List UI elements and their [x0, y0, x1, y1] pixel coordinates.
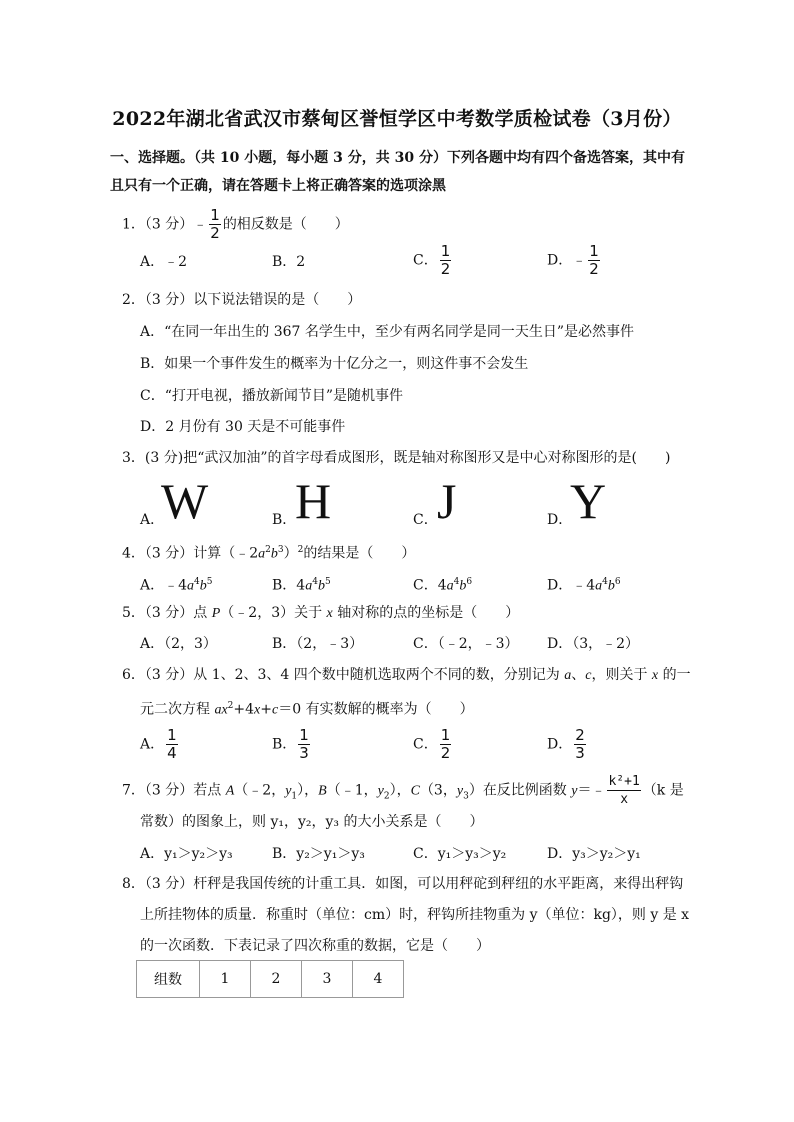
question-3-option-b-letter: H [295, 473, 332, 529]
fraction-numerator: 1 [167, 726, 177, 744]
question-6-option-c [413, 728, 453, 761]
question-5-option-b: B．（2，﹣3） [272, 636, 364, 652]
question-1-number: 1．（3 分） [122, 216, 194, 233]
stem-mid: ，则关于 [591, 667, 652, 683]
question-1-option-d [547, 244, 602, 277]
var-x: x [326, 606, 333, 621]
question-4-stem: 4．（3 分）计算$(﹣2a^2b^3)^2$的结果是（ ） [122, 545, 416, 562]
section-instructions-line1: 一、选择题。（共 10 小题，每小题 3 分，共 30 分）下列各题中均有四个备选答案，其中有 [110, 150, 685, 166]
question-4-option-d: D．$﹣4a^4b^6$ [547, 577, 621, 594]
question-8-table [136, 960, 404, 998]
option-label: C． [413, 736, 438, 753]
question-2-option-a: A．“在同一年出生的 367 名学生中，至少有两名同学是同一天生日”是必然事件 [140, 324, 635, 340]
option-fraction [588, 244, 600, 277]
table-cell: 2 [251, 961, 302, 998]
fraction-denominator: x [620, 792, 629, 807]
stem-pre: 5．（3 分）点 [122, 605, 212, 621]
fraction-denominator: 2 [440, 744, 451, 762]
question-2-stem: 2．（3 分）以下说法错误的是（ ） [122, 292, 362, 308]
question-8-stem-line3: 的一次函数．下表记录了四次称重的数据，它是（ ） [140, 938, 490, 954]
fraction-denominator: 2 [210, 224, 220, 242]
question-1-minus: ﹣ [193, 216, 208, 233]
table-row [137, 961, 404, 998]
question-3-option-a-label: A． [140, 512, 165, 528]
question-7-option-d: D．y₃＞y₂＞y₁ [547, 846, 641, 862]
option-text: D．﹣4 [547, 577, 596, 594]
stem-post: 有实数解的概率为（ ） [305, 701, 474, 718]
table-cell: 组数 [137, 961, 200, 998]
option-label: D． [547, 736, 573, 753]
option-fraction [440, 728, 452, 761]
question-6-option-a [140, 728, 180, 761]
option-text: B．4 [272, 577, 306, 594]
stem-mid: 在反比例函数 [482, 782, 572, 799]
option-fraction [166, 728, 178, 761]
question-4-option-a: A．$﹣4a^4b^5$ [140, 577, 213, 594]
option-fraction [440, 244, 452, 277]
fraction-numerator: 1 [589, 242, 599, 260]
section-instructions-line2: 且只有一个正确，请在答题卡上将正确答案的选项涂黑 [110, 178, 446, 194]
question-1-option-a: A．﹣2 [140, 254, 188, 270]
fraction-bar [607, 790, 640, 791]
question-3-option-c-letter: J [437, 473, 457, 529]
question-6-stem-line1 [122, 665, 691, 686]
question-1-tail: 的相反数是（ ） [222, 216, 349, 233]
question-3-option-c-label: C． [413, 512, 438, 528]
question-6-option-d [547, 728, 588, 761]
question-8-stem-line2: 上所挂物体的质量．称重时（单位：cm）时，秤钩所挂物重为 y（单位：kg），则 y 是 x [140, 907, 690, 923]
fraction-denominator: 4 [167, 744, 177, 762]
option-text: C．4 [413, 577, 447, 594]
fraction-numerator: k²+1 [608, 774, 640, 789]
question-5-stem [122, 603, 519, 624]
fraction-numerator: 1 [440, 726, 451, 744]
question-5-option-c: C．（﹣2，﹣3） [413, 636, 519, 652]
option-label: C． [413, 252, 438, 269]
question-7-stem-line2: 常数）的图象上，则 y₁，y₂，y₃ 的大小关系是（ ） [140, 814, 484, 830]
question-5-option-a: A．（2，3） [140, 636, 217, 652]
fraction-numerator: 2 [575, 726, 585, 744]
fraction-denominator: 2 [440, 260, 451, 278]
option-fraction [298, 728, 310, 761]
question-7-fraction [607, 774, 640, 807]
stem-post: 的一 [658, 667, 691, 683]
question-4-option-b: B．$4a^4b^5$ [272, 577, 331, 594]
var-x: x [651, 668, 659, 683]
var-b: b [270, 546, 278, 562]
question-1-fraction [209, 208, 221, 241]
stem-mid: （﹣2，3）关于 [220, 605, 327, 621]
var-a: a [258, 546, 266, 562]
table-cell: 1 [200, 961, 251, 998]
stem-pre: 元二次方程 [140, 701, 215, 718]
option-text: A．﹣4 [140, 577, 188, 594]
fraction-numerator: 1 [440, 242, 451, 260]
question-5-option-d: D．（3，﹣2） [547, 636, 640, 652]
question-3-stem: 3．(3 分)把“武汉加油”的首字母看成图形，既是轴对称图形又是中心对称图形的是( ) [122, 450, 671, 466]
fraction-denominator: 3 [299, 744, 309, 762]
fraction-denominator: 2 [589, 260, 599, 278]
question-7-option-b: B．y₂＞y₁＞y₃ [272, 846, 365, 862]
option-fraction [574, 728, 586, 761]
question-3-option-a-letter: W [161, 473, 209, 529]
stem-post: （k 是 [642, 782, 684, 799]
var-a: a [564, 668, 572, 683]
question-4-stem-post: 的结果是（ ） [303, 545, 416, 562]
option-label: A． [140, 736, 165, 753]
question-1-option-c [413, 244, 453, 277]
question-2-option-b: B．如果一个事件发生的概率为十亿分之一，则这件事不会发生 [140, 356, 529, 372]
question-6-stem-line2: 元二次方程 $ax^2+4x+c=0$ 有实数解的概率为（ ） [140, 701, 474, 718]
question-3-option-d-letter: Y [570, 473, 607, 529]
separator: 、 [571, 667, 586, 683]
fraction-numerator: 1 [210, 206, 220, 224]
page-title: 2022年湖北省武汉市蔡甸区誉恒学区中考数学质检试卷（3月份） [112, 108, 682, 130]
question-2-option-c: C．“打开电视，播放新闻节目”是随机事件 [140, 388, 404, 404]
stem-pre: 7．（3 分）若点 [122, 782, 226, 799]
question-7-stem-line1: 7．（3 分）若点 A（﹣2，$y_1$），B（﹣1，$y_2$），C（3，$y_3$）在反比例函数 y＝﹣ $\frac{\text{k²+1}}{x}$ （k 是 [122, 774, 684, 807]
question-7-option-c: C．y₁＞y₃＞y₂ [413, 846, 507, 862]
question-6-option-b [272, 728, 312, 761]
question-3-option-d-label: D． [547, 512, 573, 528]
var-p: P [211, 606, 221, 621]
var-c: c [585, 668, 592, 683]
table-cell: 3 [302, 961, 353, 998]
option-label: B． [272, 736, 297, 753]
question-4-option-c: C．$4a^4b^6$ [413, 577, 473, 594]
question-7-option-a: A．y₁＞y₂＞y₃ [140, 846, 233, 862]
question-2-option-d: D．2 月份有 30 天是不可能事件 [140, 419, 346, 435]
question-1-option-b: B．2 [272, 254, 306, 270]
question-3-option-b-label: B． [272, 512, 297, 528]
fraction-denominator: 3 [575, 744, 585, 762]
question-1-stem [122, 208, 349, 241]
stem-post: 轴对称的点的坐标是（ ） [332, 605, 520, 621]
question-4-stem-pre: 4．（3 分）计算（﹣2 [122, 545, 259, 562]
option-label: D．﹣ [547, 252, 587, 269]
question-8-stem-line1: 8．（3 分）杆秤是我国传统的计重工具．如图，可以用秤砣到秤纽的水平距离，来得出秤钩 [122, 876, 684, 892]
table-cell: 4 [353, 961, 404, 998]
stem-pre: 6．（3 分）从 1、2、3、4 四个数中随机选取两个不同的数，分别记为 [122, 667, 565, 683]
fraction-numerator: 1 [299, 726, 309, 744]
